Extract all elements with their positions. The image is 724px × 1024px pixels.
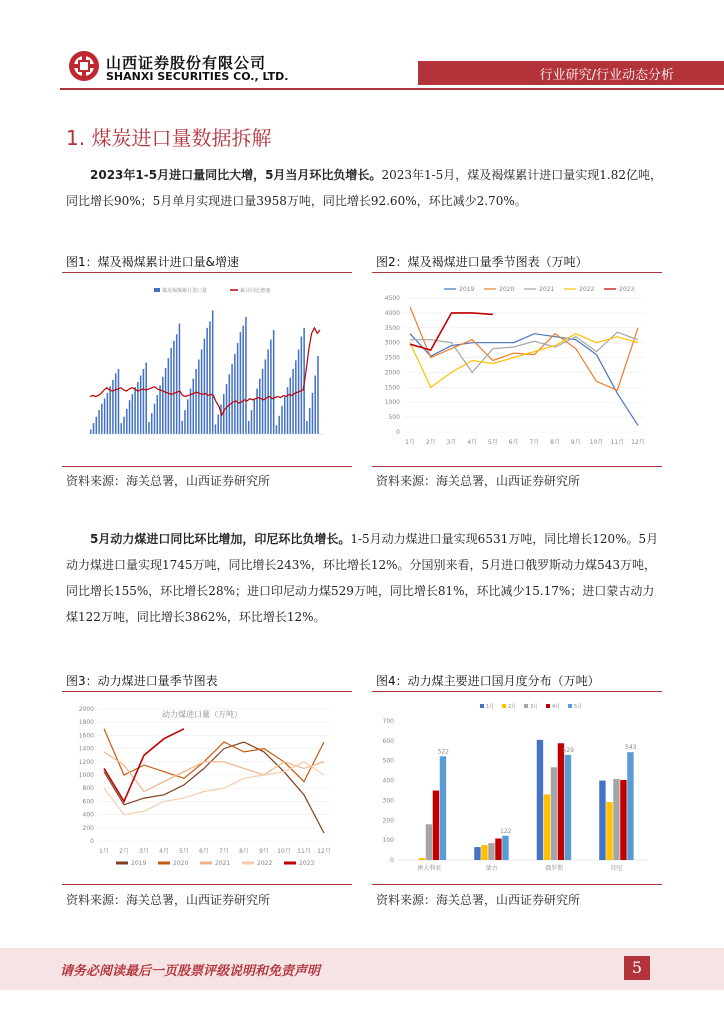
fig1-bar <box>154 404 156 434</box>
fig1-bar <box>145 363 147 435</box>
fig1-bar <box>176 334 178 434</box>
fig2-x-tick: 11月 <box>610 439 625 446</box>
fig3-y-tick: 200 <box>82 824 94 832</box>
fig1-bar <box>240 332 242 434</box>
fig4-bar <box>419 858 425 860</box>
legend-swatch-bar <box>154 288 160 292</box>
fig4-bar <box>474 847 480 860</box>
fig3-legend-label: 2023 <box>299 860 315 867</box>
fig1-bar <box>134 387 136 434</box>
fig1-bar <box>165 368 167 434</box>
figure-3-top-rule <box>62 691 352 692</box>
fig1-bar <box>107 393 109 434</box>
fig3-legend-label: 2020 <box>173 860 189 867</box>
report-category: 行业研究/行业动态分析 <box>539 68 674 83</box>
figure-1-source: 资料来源：海关总署，山西证券研究所 <box>66 474 271 488</box>
fig1-bar <box>295 360 297 434</box>
figure-3-chart <box>62 695 352 881</box>
fig2-legend-label: 2022 <box>579 286 595 293</box>
paragraph-1 <box>66 162 666 214</box>
fig1-bar <box>220 405 222 434</box>
fig2-x-tick: 10月 <box>589 439 604 446</box>
fig4-y-tick: 300 <box>382 797 394 805</box>
fig1-bar <box>231 364 233 434</box>
fig1-bar <box>217 415 219 435</box>
figure-1-title: 图1：煤及褐煤累计进口量&增速 <box>66 255 239 269</box>
fig3-y-tick: 1800 <box>78 719 94 727</box>
fig4-bar <box>481 845 487 860</box>
fig3-y-tick: 400 <box>82 811 94 819</box>
fig1-bar <box>317 356 319 434</box>
fig1-bar <box>148 422 150 434</box>
fig2-x-tick: 6月 <box>508 439 519 446</box>
fig1-bar <box>109 386 111 434</box>
fig2-x-tick: 1月 <box>405 439 415 446</box>
fig4-bar <box>433 791 439 861</box>
fig3-series-2019 <box>104 742 324 833</box>
fig2-x-tick: 12月 <box>631 439 645 446</box>
fig1-bar <box>159 385 161 434</box>
figure-1-legend-line: 累计同比增速 <box>240 288 271 294</box>
fig1-bar <box>251 410 253 434</box>
fig1-bar <box>179 324 181 435</box>
fig1-bar <box>265 359 267 434</box>
fig3-x-tick: 9月 <box>259 848 269 855</box>
figure-1-bars <box>90 311 319 435</box>
fig4-bar <box>613 779 619 860</box>
fig4-bar <box>544 794 550 860</box>
fig1-bar <box>223 394 225 434</box>
fig1-bar <box>201 350 203 435</box>
fig1-bar <box>306 421 308 434</box>
fig1-bar <box>184 410 186 434</box>
fig4-bar <box>426 824 432 860</box>
fig4-x-tick: 俄罗斯 <box>545 865 564 872</box>
fig1-bar <box>143 369 145 434</box>
fig3-legend-label: 2021 <box>215 860 231 867</box>
fig4-y-tick: 500 <box>382 757 394 765</box>
fig1-bar <box>242 326 244 434</box>
fig1-bar <box>245 317 247 434</box>
fig2-series-2023 <box>410 313 493 350</box>
paragraph-2-body: 1-5月动力煤进口量实现6531万吨，同比增长120%。5月动力煤进口量实现1745万吨，同比增长243%，环比增长12%。分国别来看，5月进口俄罗斯动力煤543万吨，同比增长155%，环比增长28%；进口印尼动力煤529万吨，同比增长81%，环比减少15.17%；进口蒙古动力煤122万吨，同比增长3862%，环比增长12%。 <box>66 532 659 624</box>
fig2-x-tick: 3月 <box>446 439 457 446</box>
figure-2-source: 资料来源：海关总署，山西证券研究所 <box>376 474 581 488</box>
fig1-bar <box>101 404 103 434</box>
fig4-legend-swatch <box>568 704 572 708</box>
fig1-bar <box>162 377 164 434</box>
fig2-x-tick: 8月 <box>550 439 561 446</box>
fig4-y-tick: 100 <box>382 837 394 845</box>
fig1-bar <box>137 382 139 434</box>
fig4-x-tick: 印尼 <box>610 865 623 872</box>
company-name-cn: 山西证券股份有限公司 <box>106 54 267 72</box>
fig1-bar <box>278 416 280 434</box>
fig1-bar <box>151 413 153 434</box>
fig3-x-tick: 7月 <box>219 848 229 855</box>
fig4-y-tick: 400 <box>382 777 394 785</box>
fig1-bar <box>256 389 258 435</box>
fig2-y-tick: 500 <box>388 414 400 422</box>
fig4-y-tick: 700 <box>382 718 394 725</box>
fig4-data-label: 543 <box>625 744 637 752</box>
fig3-x-tick: 1月 <box>99 848 109 855</box>
figure-4-source: 资料来源：海关总署，山西证券研究所 <box>376 893 581 907</box>
fig1-bar <box>284 397 286 434</box>
fig4-data-label: 522 <box>437 748 449 756</box>
figure-4-top-rule <box>372 691 662 692</box>
fig1-bar <box>276 425 278 434</box>
fig3-x-tick: 10月 <box>277 848 291 855</box>
figure-1-legend <box>154 287 270 294</box>
fig3-y-tick: 0 <box>90 838 94 845</box>
fig3-y-tick: 1000 <box>78 772 94 779</box>
fig4-bar <box>599 781 605 860</box>
fig1-bar <box>312 393 314 434</box>
fig4-bar <box>495 839 501 860</box>
fig4-legend-swatch <box>502 704 506 708</box>
company-name-en: SHANXI SECURITIES CO., LTD. <box>106 70 289 83</box>
fig4-legend-label: 5月 <box>574 704 583 710</box>
fig4-x-tick: 蒙古 <box>485 865 498 872</box>
fig1-bar <box>90 430 92 434</box>
fig4-data-label: 529 <box>562 746 574 754</box>
figure-3-bottom-rule <box>62 884 352 885</box>
figure-2-title: 图2：煤及褐煤进口量季节图表（万吨） <box>376 255 588 269</box>
fig4-legend-label: 1月 <box>486 704 495 710</box>
fig1-bar <box>204 339 206 434</box>
fig3-legend-label: 2022 <box>257 860 273 867</box>
fig2-y-tick: 2500 <box>384 354 400 362</box>
figure-4-chart <box>372 695 662 881</box>
page-header <box>0 0 724 100</box>
fig1-bar <box>193 379 195 434</box>
fig1-bar <box>112 380 114 434</box>
paragraph-2 <box>66 526 666 630</box>
fig1-bar <box>129 400 131 434</box>
paragraph-1-lead: 2023年1-5月进口量同比大增，5月当月环比负增长。 <box>90 168 382 182</box>
paragraph-1-body: 2023年1-5月，煤及褐煤累计进口量实现1.82亿吨，同比增长90%；5月单月实现进口量3958万吨，同比增长92.60%，环比减少2.70%。 <box>66 168 663 208</box>
figure-1-legend-bar: 煤及褐煤累计进口量 <box>162 288 208 294</box>
fig1-bar <box>120 423 122 434</box>
fig3-x-tick: 8月 <box>239 848 249 855</box>
fig1-bar <box>170 348 172 434</box>
fig4-legend-swatch <box>480 704 484 708</box>
fig3-y-tick: 600 <box>82 798 94 806</box>
fig2-legend-label: 2019 <box>459 286 475 293</box>
fig2-series-2019 <box>410 334 638 426</box>
fig4-y-tick: 200 <box>382 817 394 825</box>
fig1-bar <box>253 399 255 434</box>
figure-1-bottom-rule <box>62 466 352 467</box>
fig1-bar <box>212 311 214 435</box>
fig1-bar <box>198 359 200 434</box>
fig2-x-tick: 7月 <box>529 439 540 446</box>
fig1-bar <box>118 369 120 434</box>
fig3-legend-label: 2019 <box>131 860 147 867</box>
fig1-bar <box>292 369 294 434</box>
fig1-bar <box>215 424 217 434</box>
fig4-x-tick: 澳大利亚 <box>417 865 442 872</box>
fig1-bar <box>96 417 98 434</box>
figure-4-title: 图4：动力煤主要进口国月度分布（万吨） <box>376 674 600 688</box>
fig3-y-tick: 800 <box>82 785 94 793</box>
fig4-y-tick: 600 <box>382 737 394 745</box>
fig4-bar <box>488 843 494 860</box>
fig1-bar <box>267 350 269 435</box>
fig3-chart-title: 动力煤进口量（万吨） <box>162 710 242 719</box>
fig4-legend-label: 4月 <box>552 704 561 710</box>
fig3-x-tick: 2月 <box>119 848 129 855</box>
fig1-bar <box>98 410 100 434</box>
header-band <box>418 61 724 85</box>
fig3-y-tick: 2000 <box>78 706 94 713</box>
fig1-bar <box>314 376 316 435</box>
fig2-x-tick: 9月 <box>570 439 581 446</box>
fig1-bar <box>115 373 117 434</box>
fig2-y-tick: 4500 <box>384 295 400 302</box>
fig2-legend-label: 2021 <box>539 286 555 293</box>
figure-1-chart <box>62 276 352 462</box>
figure-3-source: 资料来源：海关总署，山西证券研究所 <box>66 893 271 907</box>
fig2-y-tick: 0 <box>396 429 400 436</box>
fig2-y-tick: 2000 <box>384 369 400 377</box>
fig1-bar <box>140 376 142 435</box>
fig3-x-tick: 12月 <box>317 848 331 855</box>
fig3-y-tick: 1600 <box>78 732 94 740</box>
page-number: 5 <box>624 956 650 980</box>
fig1-bar <box>301 337 303 435</box>
fig4-data-label: 122 <box>500 827 512 835</box>
fig1-bar <box>234 354 236 434</box>
fig4-bar <box>551 767 557 860</box>
section-title: 1. 煤炭进口量数据拆解 <box>66 126 272 150</box>
fig2-legend-label: 2023 <box>619 286 635 293</box>
fig3-x-tick: 3月 <box>139 848 149 855</box>
fig1-bar <box>104 398 106 434</box>
page-footer <box>0 948 724 990</box>
fig2-x-tick: 5月 <box>487 439 498 446</box>
figure-1-top-rule <box>62 272 352 273</box>
fig1-bar <box>248 421 250 434</box>
fig1-bar <box>195 369 197 434</box>
fig1-bar <box>259 379 261 434</box>
fig1-bar <box>309 408 311 434</box>
disclaimer-note: 请务必阅读最后一页股票评级说明和免责声明 <box>60 964 321 979</box>
fig1-bar <box>273 330 275 434</box>
fig2-y-tick: 3000 <box>384 339 400 347</box>
fig3-x-tick: 5月 <box>179 848 189 855</box>
fig4-y-tick: 0 <box>390 857 394 864</box>
fig2-y-tick: 4000 <box>384 309 400 317</box>
fig4-bar <box>606 802 612 860</box>
paragraph-2-lead: 5月动力煤进口同比环比增加，印尼环比负增长。 <box>90 532 351 546</box>
fig4-legend-swatch <box>546 704 550 708</box>
fig1-bar <box>187 399 189 434</box>
fig2-y-tick: 1500 <box>384 384 400 392</box>
fig1-bar <box>287 387 289 434</box>
shanxi-securities-logo-icon <box>68 50 100 82</box>
fig1-bar <box>126 409 128 434</box>
fig3-series-2020 <box>104 729 324 782</box>
fig2-x-tick: 4月 <box>467 439 478 446</box>
fig1-bar <box>206 328 208 434</box>
fig1-bar <box>262 369 264 434</box>
fig4-bar <box>620 780 626 860</box>
fig4-legend-label: 3月 <box>530 704 539 710</box>
header-divider <box>60 88 724 90</box>
fig4-bar <box>627 752 633 860</box>
fig1-bar <box>93 423 95 434</box>
fig3-x-tick: 6月 <box>199 848 209 855</box>
fig4-legend-swatch <box>524 704 528 708</box>
fig4-bar <box>502 836 508 860</box>
fig1-bar <box>281 406 283 434</box>
fig1-bar <box>123 417 125 434</box>
fig4-bar <box>558 743 564 860</box>
figure-2-top-rule <box>372 272 662 273</box>
fig2-y-tick: 1000 <box>384 399 400 407</box>
fig1-bar <box>237 343 239 434</box>
fig1-bar <box>157 395 159 434</box>
figure-2-bottom-rule <box>372 466 662 467</box>
fig3-y-tick: 1400 <box>78 745 94 753</box>
fig3-y-tick: 1200 <box>78 758 94 766</box>
figure-3-title: 图3：动力煤进口量季节图表 <box>66 674 218 688</box>
figure-2-chart <box>372 276 662 462</box>
fig1-bar <box>132 394 134 434</box>
fig2-y-tick: 3500 <box>384 324 400 332</box>
fig1-bar <box>209 321 211 434</box>
fig2-x-tick: 2月 <box>425 439 436 446</box>
fig3-x-tick: 11月 <box>297 848 311 855</box>
fig2-legend-label: 2020 <box>499 286 515 293</box>
fig1-bar <box>226 384 228 434</box>
fig4-bar <box>565 755 571 860</box>
fig1-bar <box>173 341 175 434</box>
fig4-bar <box>440 756 446 860</box>
fig1-bar <box>270 340 272 434</box>
figure-4-bottom-rule <box>372 884 662 885</box>
fig1-bar <box>181 421 183 434</box>
fig4-bar <box>537 740 543 860</box>
fig3-x-tick: 4月 <box>159 848 169 855</box>
fig1-bar <box>168 358 170 434</box>
fig4-legend-label: 2月 <box>508 704 517 710</box>
fig1-bar <box>290 378 292 434</box>
